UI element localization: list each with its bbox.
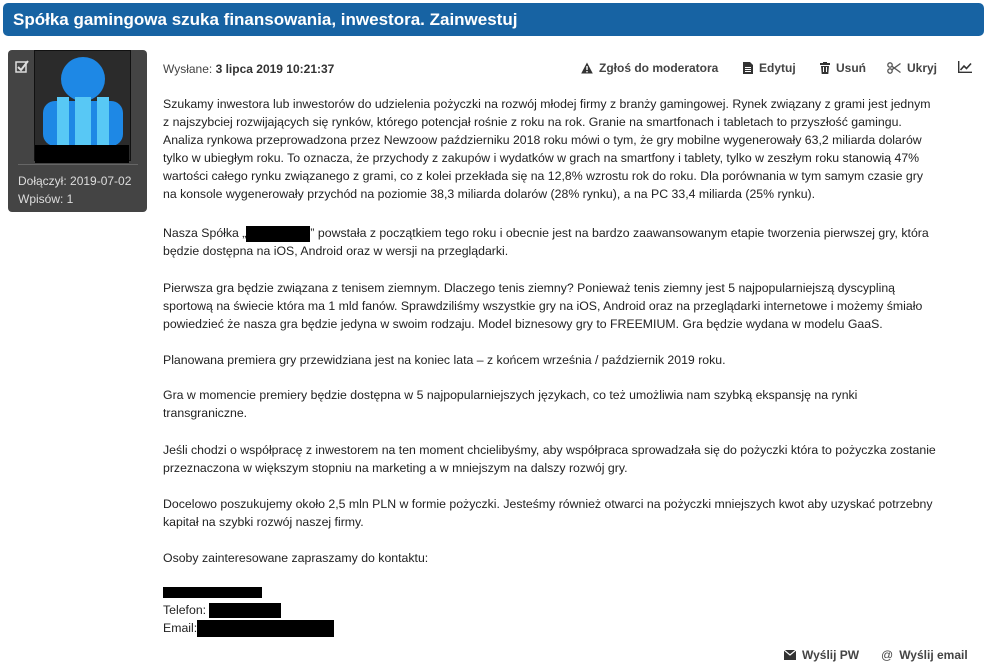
paragraph-line: Gra w momencie premiery będzie dostępna w 5 najpopularniejszych językach, co też umożliwia nam szybką ekspansję na rynki bbox=[163, 388, 858, 402]
scissors-icon bbox=[887, 62, 901, 74]
at-icon: @ bbox=[881, 648, 894, 662]
paragraph-line: przeznaczona w większym stopniu na marketing a w mniejszym na dalszy rozwój gry. bbox=[163, 461, 628, 475]
send-email-button[interactable]: @ Wyślij email bbox=[881, 648, 968, 662]
paragraph-line: Pierwsza gra będzie związana z tenisem ziemnym. Dlaczego tenis ziemny? Ponieważ tenis ziemny jest 5 najpopularniejszą dyscypliną bbox=[163, 281, 896, 295]
company-name-redacted bbox=[246, 226, 310, 242]
sent-label: Wysłane: bbox=[163, 62, 213, 76]
contact-phone-line: Telefon: bbox=[163, 601, 281, 619]
paragraph-line: powiedzieć że nasza gra będzie jedyna w swoim rodzaju. Model biznesowy gry to FREEMIUM. Gra będzie wydana w modelu GaaS. bbox=[163, 317, 883, 331]
phone-redacted bbox=[209, 603, 281, 618]
contact-email-line: Email: bbox=[163, 619, 334, 637]
delete-button[interactable]: Usuń bbox=[820, 61, 866, 75]
paragraph-line: wartości całego rynku związanego z grami, co z kolei przekłada się na 12,8% wzrostu rok do roku. Dla porównania w tym samym czasie gry bbox=[163, 169, 923, 183]
paragraph-line: Analiza rynkowa przeprowadzona przez Newzoow październiku 2018 roku mówi o tym, że gry mobilne wygenerowały 63,2 miliarda dolarów bbox=[163, 133, 922, 147]
paragraph-line: transgraniczne. bbox=[163, 406, 248, 420]
envelope-icon bbox=[784, 650, 796, 660]
paragraph-line: będzie dostępna na iOS, Android oraz w wersji na przeglądarki. bbox=[163, 244, 509, 258]
stats-button[interactable] bbox=[958, 61, 972, 73]
trash-icon bbox=[820, 62, 830, 74]
warning-icon bbox=[581, 62, 593, 74]
document-icon bbox=[743, 62, 753, 74]
post-count: Wpisów: 1 bbox=[18, 192, 74, 206]
paragraph-line: sportową na świecie która ma 1 mld fanów. Sprawdziliśmy wszystkie gry na iOS, Android oraz na przeglądarki internetowe i możemy śmiało bbox=[163, 299, 923, 313]
paragraph-line: tylko w ubiegłym roku. To oznacza, że przychody z zakupów i wydatków w grach na smartfony i tablety, tylko w zeszłym roku stanowią 47% bbox=[163, 151, 920, 165]
username-redacted bbox=[35, 145, 129, 163]
paragraph-line: na konsole wygenerowały przychód na poziomie 38,3 miliarda dolarów (28% rynku), a na PC 33,4 miliarda (25% rynku). bbox=[163, 187, 816, 201]
line-chart-icon bbox=[958, 61, 972, 73]
paragraph-line: Nasza Spółka „ ” powstała z początkiem tego roku i obecnie jest na bardzo zaawansowanym etapie tworzenia pierwszej gry, która bbox=[163, 226, 929, 240]
post-actions bbox=[0, 61, 986, 77]
report-button[interactable]: Zgłoś do moderatora bbox=[581, 61, 718, 75]
divider bbox=[18, 164, 138, 165]
paragraph-line: kapitał na szybki rozwój naszej firmy. bbox=[163, 515, 364, 529]
joined-date: Dołączył: 2019-07-02 bbox=[18, 174, 132, 188]
edit-button[interactable]: Edytuj bbox=[743, 61, 796, 75]
email-redacted bbox=[197, 620, 334, 637]
paragraph-line: Szukamy inwestora lub inwestorów do udzielenia pożyczki na rozwój młodej firmy z branży gamingowej. Rynek związany z grami jest jednym bbox=[163, 97, 931, 111]
paragraph-line: Jeśli chodzi o współpracę z inwestorem na ten moment chcielibyśmy, aby współpraca sprowadzała się do pożyczki która to pożyczka zostanie bbox=[163, 443, 936, 457]
send-pm-button[interactable]: Wyślij PW bbox=[784, 648, 859, 662]
author-stats bbox=[18, 172, 131, 208]
thread-title: Spółka gamingowa szuka finansowania, inwestora. Zainwestuj bbox=[3, 3, 984, 36]
hide-button[interactable]: Ukryj bbox=[887, 61, 937, 75]
paragraph-line: z najszybciej rozwijających się rynków, którego potencjał rośnie z roku na rok. Granie na smartfonach i tabletach to przyszłość gamingu. bbox=[163, 115, 902, 129]
contact-name-redacted bbox=[163, 587, 262, 598]
paragraph-line: Docelowo poszukujemy około 2,5 mln PLN w formie pożyczki. Jesteśmy również otwarci na pożyczki mniejszych kwot aby uzyskać potrzebny bbox=[163, 497, 933, 511]
paragraph-line: Osoby zainteresowane zapraszamy do kontaktu: bbox=[163, 551, 429, 565]
contact-name-line bbox=[163, 583, 262, 601]
paragraph-line: Planowana premiera gry przewidziana jest na koniec lata – z końcem września / październik 2019 roku. bbox=[163, 353, 726, 367]
sent-date: 3 lipca 2019 10:21:37 bbox=[215, 62, 335, 76]
